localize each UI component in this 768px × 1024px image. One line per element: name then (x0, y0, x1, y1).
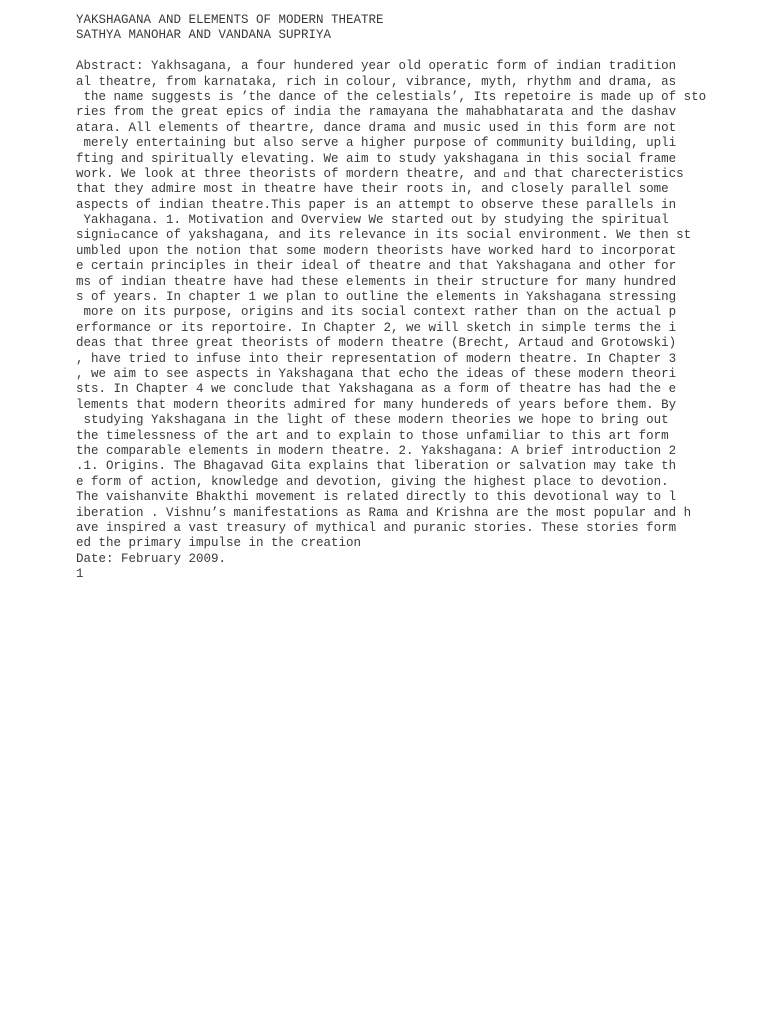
abstract-line: atara. All elements of theartre, dance drama and music used in this form are not (76, 120, 677, 135)
abstract-line: aspects of indian theatre.This paper is an attempt to observe these parallels in (76, 197, 677, 212)
document-title: YAKSHAGANA AND ELEMENTS OF MODERN THEATRE (76, 13, 384, 27)
abstract-line: e certain principles in their ideal of theatre and that Yakshagana and other for (76, 259, 677, 274)
abstract-line: lements that modern theorits admired for many hundereds of years before them. By (76, 397, 677, 412)
document-date: Date: February 2009. (76, 551, 227, 566)
abstract-line: ms of indian theatre have had these elements in their structure for many hundred (76, 274, 677, 289)
document-text (76, 13, 756, 582)
abstract-line: , we aim to see aspects in Yakshagana that echo the ideas of these modern theori (76, 366, 677, 381)
abstract-line: .1. Origins. The Bhagavad Gita explains that liberation or salvation may take th (76, 459, 677, 474)
blank-line (76, 44, 756, 59)
abstract-line: s of years. In chapter 1 we plan to outline the elements in Yakshagana stressing (76, 290, 677, 305)
abstract-line: sts. In Chapter 4 we conclude that Yakshagana as a form of theatre has had the e (76, 382, 677, 397)
abstract-line: Yakhagana. 1. Motivation and Overview We started out by studying the spiritual (76, 213, 669, 228)
page-number: 1 (76, 567, 84, 582)
abstract-line: that they admire most in theatre have their roots in, and closely parallel some (76, 182, 669, 197)
abstract-line: more on its purpose, origins and its social context rather than on the actual p (76, 305, 677, 320)
abstract-line: Abstract: Yakhsagana, a four hundered year old operatic form of indian tradition (76, 59, 677, 74)
abstract-line: signi cance of yakshagana, and its relevance in its social environment. We then st (76, 228, 692, 243)
abstract-line: the timelessness of the art and to explain to those unfamiliar to this art form (76, 428, 669, 443)
abstract-line: merely entertaining but also serve a higher purpose of community building, upli (76, 136, 677, 151)
abstract-line: deas that three great theorists of modern theatre (Brecht, Artaud and Grotowski) (76, 336, 677, 351)
abstract-line: The vaishanvite Bhakthi movement is related directly to this devotional way to l (76, 490, 677, 505)
abstract-line: the name suggests is ’the dance of the celestials’, Its repetoire is made up of sto (76, 89, 707, 104)
abstract-line: iberation . Vishnu’s manifestations as Rama and Krishna are the most popular and h (76, 505, 692, 520)
abstract-paragraph (76, 59, 756, 552)
abstract-line: fting and spiritually elevating. We aim to study yakshagana in this social frame (76, 151, 677, 166)
abstract-line: , have tried to infuse into their representation of modern theatre. In Chapter 3 (76, 351, 677, 366)
abstract-line: umbled upon the notion that some modern theorists have worked hard to incorporat (76, 243, 677, 258)
abstract-line: ave inspired a vast treasury of mythical and puranic stories. These stories form (76, 520, 677, 535)
abstract-line: studying Yakshagana in the light of these modern theories we hope to bring out (76, 413, 669, 428)
abstract-line: ries from the great epics of india the ramayana the mahabhatarata and the dashav (76, 105, 677, 120)
abstract-line: work. We look at three theorists of mordern theatre, and  nd that charecteristics (76, 166, 684, 181)
abstract-line: erformance or its reportoire. In Chapter 2, we will sketch in simple terms the i (76, 320, 677, 335)
abstract-line: the comparable elements in modern theatre. 2. Yakshagana: A brief introduction 2 (76, 443, 677, 458)
abstract-line: ed the primary impulse in the creation (76, 536, 362, 551)
document-authors: SATHYA MANOHAR AND VANDANA SUPRIYA (76, 28, 332, 43)
abstract-line: al theatre, from karnataka, rich in colour, vibrance, myth, rhythm and drama, as (76, 74, 677, 89)
abstract-line: e form of action, knowledge and devotion, giving the highest place to devotion. (76, 474, 669, 489)
